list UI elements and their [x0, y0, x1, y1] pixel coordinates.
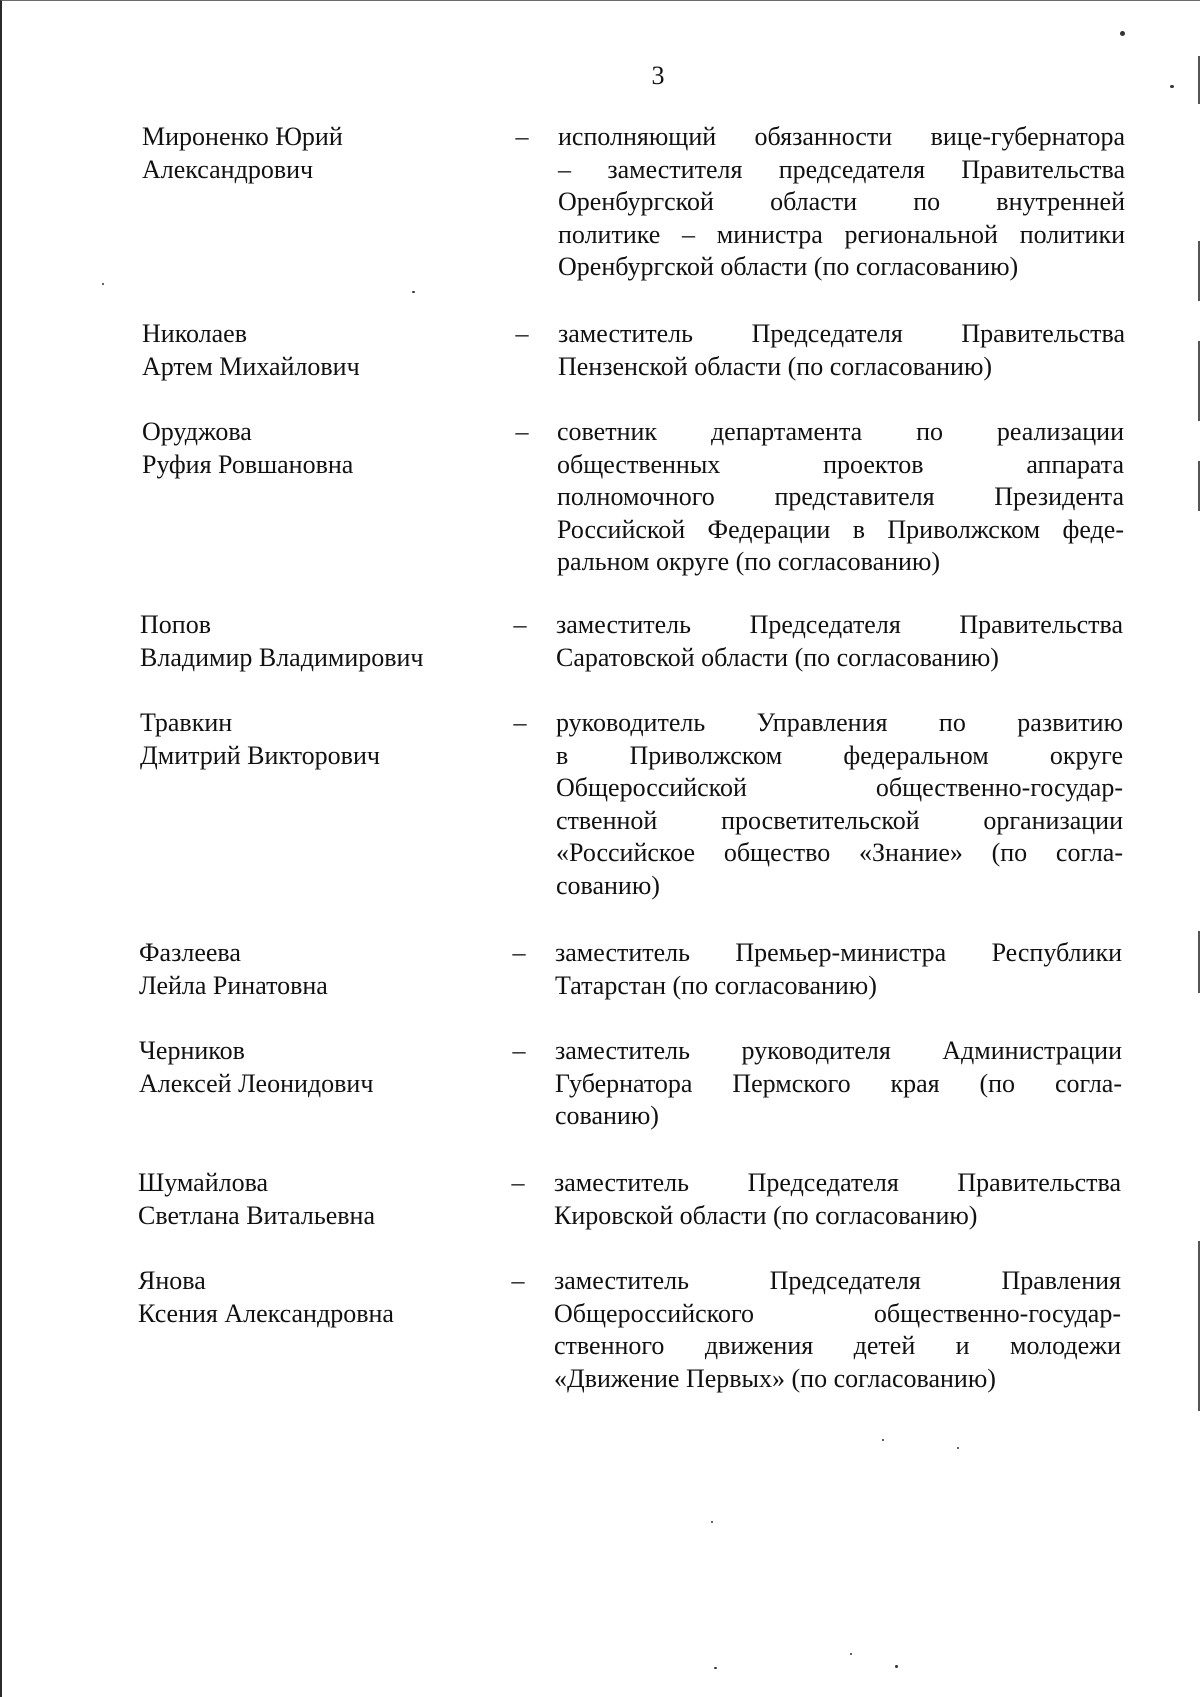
position-line: заместитель руководителя Администрации: [555, 1036, 1122, 1065]
member-surname: Мироненко Юрий: [142, 122, 343, 151]
position-line: сованию): [555, 1101, 659, 1131]
position-line: ральном округе (по согласованию): [557, 547, 941, 577]
position-line: Российской Федерации в Приволжском феде-: [557, 514, 1124, 544]
position-line: полномочного представителя Президента: [557, 482, 1124, 512]
member-position: [557, 416, 1124, 579]
member-given-names: Владимир Владимирович: [140, 642, 424, 672]
member-given-names: Алексей Леонидович: [139, 1068, 374, 1098]
position-line: в Приволжском федеральном округе: [556, 740, 1123, 770]
scan-speck: [895, 1665, 898, 1668]
member-position: [554, 1265, 1121, 1395]
position-line: «Движение Первых» (по согласованию): [554, 1363, 996, 1393]
member-surname: Попов: [140, 610, 211, 639]
member-given-names: Ксения Александровна: [138, 1298, 394, 1328]
position-line: Татарстан (по согласованию): [555, 970, 877, 1000]
entry-dash: –: [515, 122, 529, 151]
entry-dash: –: [512, 1036, 526, 1065]
member-position: [556, 707, 1123, 903]
member-surname: Николаев: [142, 319, 247, 348]
scan-speck: [1120, 31, 1125, 36]
member-surname: Янова: [138, 1266, 206, 1295]
member-position: [558, 318, 1125, 383]
position-line: ственного движения детей и молодежи: [554, 1331, 1121, 1361]
position-line: Оренбургской области по внутренней: [558, 187, 1125, 217]
member-surname: Фазлеева: [139, 938, 241, 967]
member-name: [138, 1167, 478, 1232]
entry-dash: –: [513, 610, 527, 639]
member-name: [142, 416, 482, 481]
scan-speck: [711, 1521, 713, 1523]
scan-speck: [850, 1653, 852, 1655]
member-given-names: Светлана Витальевна: [138, 1200, 375, 1230]
member-name: [140, 609, 480, 674]
member-name: [140, 707, 480, 772]
position-line: Оренбургской области (по согласованию): [558, 252, 1019, 282]
member-position: [556, 609, 1123, 674]
entry-dash: –: [515, 319, 529, 348]
member-name: [142, 121, 482, 186]
position-line: заместитель Председателя Правления: [554, 1266, 1121, 1295]
member-given-names: Александрович: [142, 154, 314, 184]
position-line: Кировской области (по согласованию): [554, 1200, 978, 1230]
position-line: сованию): [556, 870, 660, 900]
member-surname: Черников: [139, 1036, 245, 1065]
member-given-names: Артем Михайлович: [142, 351, 360, 381]
entry-dash: –: [515, 417, 529, 446]
page-number: 3: [651, 61, 665, 90]
member-position: [555, 937, 1122, 1002]
scan-speck: [714, 1667, 717, 1669]
entry-dash: –: [512, 938, 526, 967]
member-position: [558, 121, 1125, 284]
position-line: заместитель Председателя Правительства: [554, 1168, 1121, 1197]
scan-speck: [102, 283, 104, 285]
position-line: «Российское общество «Знание» (по согла-: [556, 838, 1123, 868]
position-line: советник департамента по реализации: [557, 417, 1124, 446]
scan-speck: [882, 1439, 884, 1441]
member-position: [555, 1035, 1122, 1133]
member-position: [554, 1167, 1121, 1232]
position-line: общественных проектов аппарата: [557, 449, 1124, 479]
entry-dash: –: [511, 1168, 525, 1197]
entry-dash: –: [511, 1266, 525, 1295]
position-line: заместитель Премьер-министра Республики: [555, 938, 1122, 967]
position-line: заместитель Председателя Правительства: [556, 610, 1123, 639]
position-line: Саратовской области (по согласованию): [556, 642, 999, 672]
position-line: исполняющий обязанности вице-губернатора: [558, 122, 1125, 151]
position-line: Пензенской области (по согласованию): [558, 351, 993, 381]
entry-dash: –: [513, 708, 527, 737]
scan-speck: [412, 291, 415, 293]
scan-speck: [957, 1447, 959, 1449]
member-given-names: Руфия Ровшановна: [142, 449, 354, 479]
member-surname: Шумайлова: [138, 1168, 269, 1197]
member-surname: Оруджова: [142, 417, 252, 446]
position-line: Общероссийского общественно-государ-: [554, 1298, 1121, 1328]
position-line: заместитель Председателя Правительства: [558, 319, 1125, 348]
position-line: Губернатора Пермского края (по согла-: [555, 1068, 1122, 1098]
position-line: – заместителя председателя Правительства: [558, 154, 1125, 184]
member-name: [139, 1035, 479, 1100]
scan-speck: [1170, 85, 1174, 88]
member-surname: Травкин: [140, 708, 233, 737]
member-name: [138, 1265, 478, 1330]
member-given-names: Лейла Ринатовна: [139, 970, 328, 1000]
position-line: руководитель Управления по развитию: [556, 708, 1123, 737]
member-given-names: Дмитрий Викторович: [140, 740, 380, 770]
member-name: [139, 937, 479, 1002]
position-line: политике – министра региональной политики: [558, 219, 1125, 249]
member-name: [142, 318, 482, 383]
position-line: ственной просветительской организации: [556, 805, 1123, 835]
position-line: Общероссийской общественно-государ-: [556, 773, 1123, 803]
